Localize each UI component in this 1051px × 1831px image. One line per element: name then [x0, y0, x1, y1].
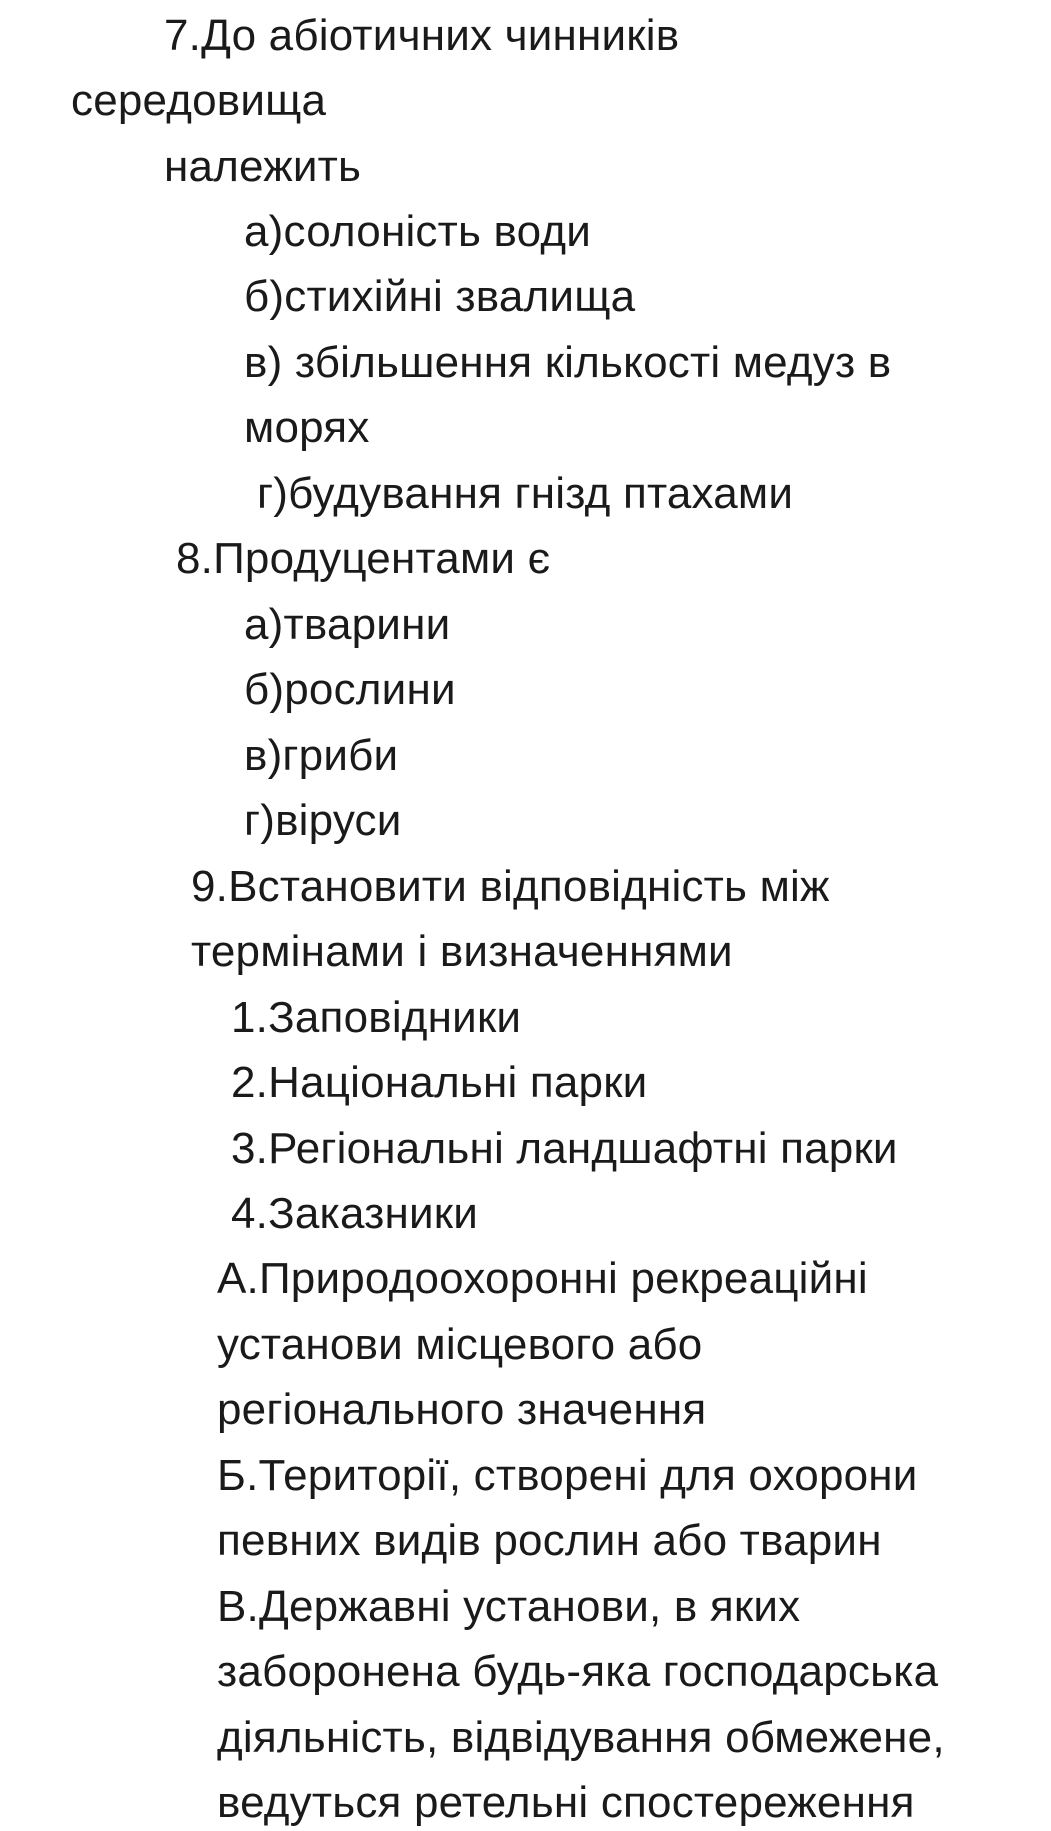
- question-9-definition-c-cont: заборонена будь-яка господарська: [217, 1647, 939, 1696]
- question-9-title-cont: термінами і визначеннями: [191, 927, 733, 976]
- question-9-definition-b: Б.Території, створені для охорони: [217, 1451, 918, 1500]
- question-7-option-d: г)будування гнізд птахами: [257, 469, 794, 518]
- question-8-option-b: б)рослини: [244, 665, 456, 714]
- question-9-title: 9.Встановити відповідність між: [191, 862, 830, 911]
- question-8-option-a: а)тварини: [244, 600, 451, 649]
- question-9-definition-a-cont: регіонального значення: [217, 1385, 707, 1434]
- question-9-definition-c-cont: ведуться ретельні спостереження: [217, 1778, 915, 1827]
- question-9-definition-c: В.Державні установи, в яких: [217, 1582, 801, 1631]
- question-9-term-3: 3.Регіональні ландшафтні парки: [231, 1124, 898, 1173]
- question-7-title-cont: середовища: [71, 76, 327, 125]
- question-9-definition-a: А.Природоохоронні рекреаційні: [217, 1254, 868, 1303]
- question-8-option-d: г)віруси: [244, 796, 402, 845]
- question-7-option-a: а)солоність води: [244, 207, 591, 256]
- question-7-option-c: в) збільшення кількості медуз в: [244, 338, 892, 387]
- question-7-title-cont: належить: [164, 142, 362, 191]
- question-7-option-b: б)стихійні звалища: [244, 272, 636, 321]
- question-9-term-1: 1.Заповідники: [231, 993, 522, 1042]
- question-9-term-2: 2.Національні парки: [231, 1058, 648, 1107]
- question-9-definition-c-cont: діяльність, відвідування обмежене,: [217, 1713, 945, 1762]
- question-7-option-c-cont: морях: [244, 403, 370, 452]
- question-7-title: 7.До абіотичних чинників: [164, 11, 680, 60]
- question-9-definition-a-cont: установи місцевого або: [217, 1320, 703, 1369]
- question-9-term-4: 4.Заказники: [231, 1189, 479, 1238]
- question-8-title: 8.Продуцентами є: [176, 534, 551, 583]
- question-9-definition-b-cont: певних видів рослин або тварин: [217, 1516, 882, 1565]
- question-8-option-c: в)гриби: [244, 731, 399, 780]
